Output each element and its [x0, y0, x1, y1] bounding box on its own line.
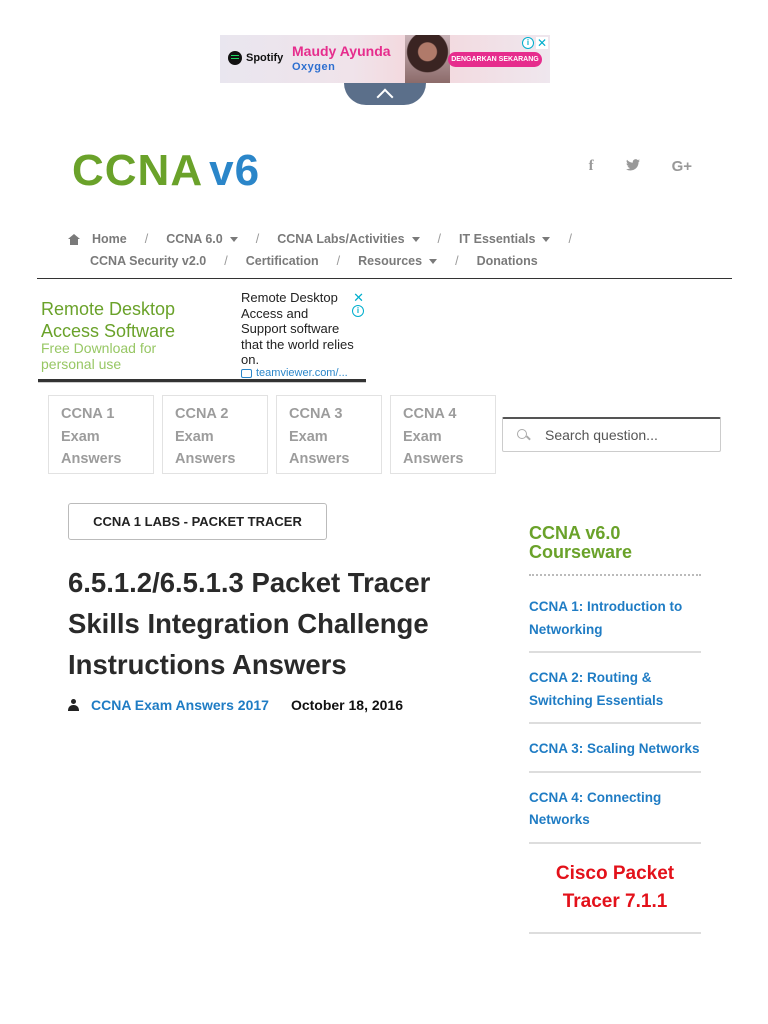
nav-home[interactable]	[68, 232, 127, 246]
category-button[interactable]: CCNA 1 LABS - PACKET TRACER	[68, 503, 327, 540]
nav-it-essentials[interactable]	[459, 232, 550, 246]
ad-cta-button[interactable]: DENGARKAN SEKARANG	[448, 52, 542, 67]
nav-resources[interactable]	[358, 254, 437, 268]
ad-description: Remote Desktop Access and Support software that the world relies on.	[241, 290, 354, 367]
nav-certification[interactable]	[246, 254, 319, 268]
facebook-icon[interactable]: f	[588, 158, 594, 174]
author-link[interactable]: CCNA Exam Answers 2017	[91, 697, 269, 713]
ad-photo	[405, 35, 450, 83]
user-icon	[68, 699, 79, 711]
nav-ccna-security[interactable]	[90, 254, 206, 268]
teamviewer-icon	[241, 369, 252, 378]
top-ad-banner[interactable]	[220, 35, 550, 83]
chevron-down-icon	[542, 237, 550, 242]
search-icon	[517, 429, 529, 441]
nav-ccna-security-label: CCNA Security v2.0	[90, 254, 207, 268]
nav-separator: /	[437, 232, 442, 246]
tile-ccna-2[interactable]: CCNA 2 Exam Answers	[162, 395, 268, 474]
close-icon[interactable]: ✕	[536, 36, 548, 50]
exam-tiles	[48, 395, 496, 474]
main-nav	[68, 228, 628, 272]
spotify-label: Spotify	[246, 52, 284, 64]
logo-part-v6: v6	[209, 146, 261, 195]
logo-part-ccna: CCNA	[72, 146, 204, 195]
info-icon[interactable]: i	[352, 305, 364, 317]
google-plus-icon[interactable]: G+	[671, 158, 692, 175]
nav-separator: /	[255, 232, 260, 246]
search-input[interactable]	[545, 427, 715, 443]
sidebar-item-ccna-3[interactable]: CCNA 3: Scaling Networks	[529, 738, 701, 773]
home-icon	[68, 234, 80, 245]
sidebar-title: CCNA v6.0 Courseware	[529, 524, 701, 576]
social-links	[589, 158, 692, 175]
nav-donations[interactable]	[477, 254, 538, 268]
nav-separator: /	[455, 254, 459, 268]
tile-ccna-3[interactable]: CCNA 3 Exam Answers	[276, 395, 382, 474]
nav-certification-label: Certification	[245, 254, 319, 268]
chevron-down-icon	[412, 237, 420, 242]
article-meta	[68, 697, 403, 713]
nav-separator: /	[568, 232, 572, 246]
spotify-icon	[228, 51, 242, 65]
nav-ccna-labs[interactable]	[277, 232, 419, 246]
sidebar-item-ccna-4[interactable]: CCNA 4: Connecting Networks	[529, 787, 701, 844]
nav-separator: /	[224, 254, 228, 268]
ad-artist: Maudy Ayunda	[292, 43, 391, 59]
search-box[interactable]	[502, 417, 721, 452]
ad-album: Oxygen	[292, 61, 336, 73]
collapse-ad-button[interactable]	[344, 83, 426, 105]
ad-url[interactable]	[241, 367, 348, 379]
nav-home-label: Home	[92, 232, 127, 246]
chevron-down-icon	[429, 259, 437, 264]
nav-separator: /	[336, 254, 341, 268]
publish-date: October 18, 2016	[290, 697, 403, 713]
ad-subline: Free Download for personal use	[41, 340, 157, 372]
tile-ccna-4[interactable]: CCNA 4 Exam Answers	[390, 395, 496, 474]
nav-resources-label: Resources	[358, 254, 423, 268]
nav-donations-label: Donations	[476, 254, 538, 268]
header-divider	[37, 278, 732, 279]
tile-ccna-1[interactable]: CCNA 1 Exam Answers	[48, 395, 154, 474]
sidebar-item-ccna-1[interactable]: CCNA 1: Introduction to Networking	[529, 596, 701, 653]
ad-headline[interactable]: Remote Desktop Access Software	[41, 299, 176, 341]
nav-ccna-labs-label: CCNA Labs/Activities	[277, 232, 405, 246]
page-title: 6.5.1.2/6.5.1.3 Packet Tracer Skills Integration Challenge Instructions Answers	[68, 567, 431, 680]
nav-ccna-6[interactable]	[166, 232, 238, 246]
twitter-icon[interactable]	[626, 158, 640, 175]
ad-url-text: teamviewer.com/...	[256, 367, 348, 379]
chevron-down-icon	[230, 237, 238, 242]
sidebar	[529, 524, 701, 934]
spotify-brand	[228, 51, 283, 65]
sidebar-item-ccna-2[interactable]: CCNA 2: Routing & Switching Essentials	[529, 667, 701, 724]
nav-ccna-6-label: CCNA 6.0	[166, 232, 223, 246]
info-icon[interactable]: i	[522, 37, 534, 49]
packet-tracer-link[interactable]: Cisco Packet Tracer 7.1.1	[529, 858, 701, 934]
nav-separator: /	[144, 232, 149, 246]
close-icon[interactable]: ✕	[353, 290, 364, 305]
teamviewer-ad[interactable]	[38, 290, 366, 382]
site-logo[interactable]	[72, 146, 260, 196]
nav-it-essentials-label: IT Essentials	[459, 232, 536, 246]
